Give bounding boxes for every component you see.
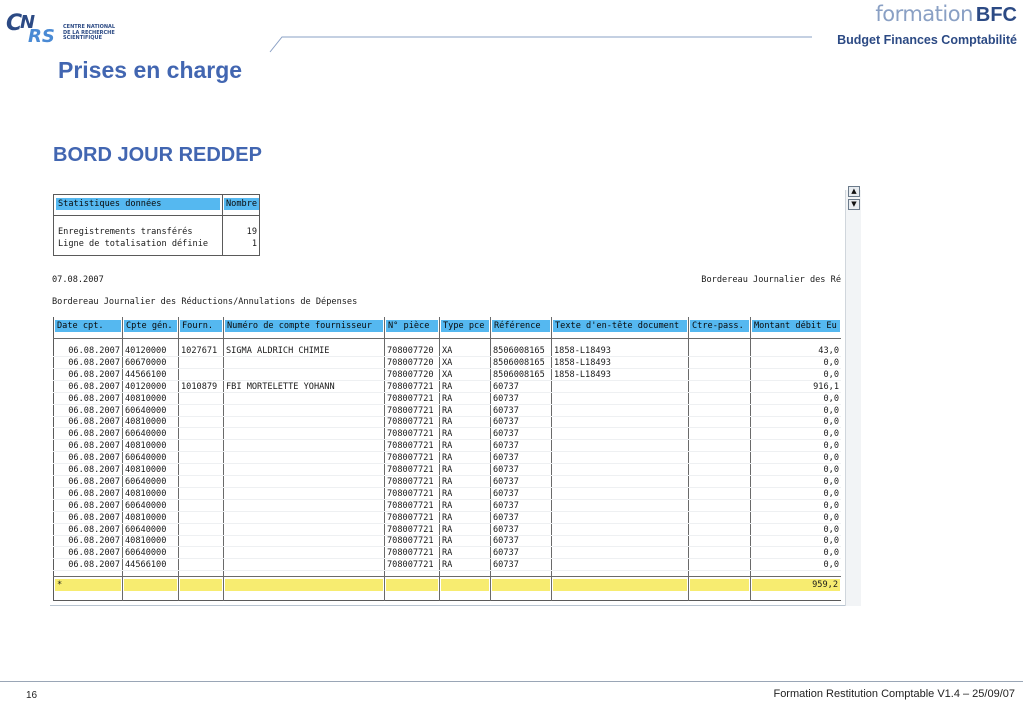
cell-doc-type: RA [442, 476, 453, 487]
cell-header-text [552, 440, 688, 452]
cell-debit-amount: 0,0 [823, 500, 839, 511]
cell-debit-amount: 0,0 [823, 488, 839, 499]
cell-date: 06.08.2007 [68, 429, 120, 440]
cell-date: 06.08.2007 [68, 524, 120, 535]
cell-doc-number: 708007721 [387, 476, 434, 487]
cell-reference: 8506008165 [493, 369, 545, 380]
report-grid [53, 317, 841, 601]
cell-vendor: 1027671 [181, 346, 218, 356]
cell-doc-number: 708007721 [387, 536, 434, 547]
stats-row-label: Ligne de totalisation définie [58, 239, 209, 249]
stats-row-value: 19 [246, 227, 257, 237]
cell-header-text [552, 500, 688, 512]
cell-debit-amount: 0,0 [823, 465, 839, 475]
cell-header-text [552, 535, 688, 547]
cell-doc-type: RA [442, 393, 453, 404]
cell-vendor-name [224, 547, 384, 559]
cell-doc-type: RA [442, 441, 453, 452]
cell-doc-number: 708007721 [387, 381, 434, 392]
cell-date: 06.08.2007 [68, 548, 120, 559]
cell-doc-type: XA [442, 369, 453, 380]
cell-account: 60640000 [125, 476, 167, 487]
cell-vendor [179, 535, 223, 547]
cell-reversal [689, 381, 750, 393]
cell-doc-type: RA [442, 488, 453, 499]
cell-date: 06.08.2007 [68, 346, 120, 356]
cell-reference: 60737 [493, 453, 519, 464]
cell-vendor-name [224, 393, 384, 405]
cell-reference: 60737 [493, 417, 519, 428]
cell-vendor [179, 512, 223, 524]
column-header-debit-amount[interactable]: Montant débit Eu [752, 320, 840, 332]
cell-vendor-name [224, 357, 384, 369]
report-title-right: Bordereau Journalier des Ré [701, 275, 841, 285]
cell-header-text [552, 405, 688, 417]
cell-doc-type: RA [442, 381, 453, 392]
cell-vendor [179, 416, 223, 428]
cell-vendor [179, 405, 223, 417]
stats-header-label: Statistiques données [56, 198, 220, 210]
cell-date: 06.08.2007 [68, 536, 120, 547]
cell-vendor-name [224, 369, 384, 381]
cell-debit-amount: 0,0 [823, 524, 839, 535]
report-date: 07.08.2007 [52, 275, 104, 285]
cell-reference: 60737 [493, 524, 519, 535]
scroll-up-icon[interactable]: ▲ [848, 186, 860, 197]
cell-reversal [689, 524, 750, 536]
cell-reference: 60737 [493, 405, 519, 416]
stats-header-count: Nombre [226, 199, 258, 209]
column-header-header-text[interactable]: Texte d'en-tête document [553, 320, 687, 332]
cell-account: 40810000 [125, 393, 167, 404]
column-header-doc-type[interactable]: Type pce [441, 320, 489, 332]
column-header-reversal[interactable]: Ctre-pass. [690, 320, 749, 332]
column-header-reference[interactable]: Référence [492, 320, 550, 332]
cell-reference: 60737 [493, 381, 519, 392]
cell-account: 60640000 [125, 429, 167, 440]
cell-doc-type: RA [442, 560, 453, 571]
cell-debit-amount: 43,0 [818, 346, 839, 356]
cell-header-text [552, 559, 688, 571]
cell-doc-type: XA [442, 346, 453, 356]
column-header-doc-number[interactable]: N° pièce [386, 320, 438, 332]
cell-debit-amount: 0,0 [823, 453, 839, 464]
cell-doc-type: RA [442, 453, 453, 464]
sap-report [50, 190, 844, 605]
cell-debit-amount: 0,0 [823, 512, 839, 523]
cell-header-text [552, 476, 688, 488]
cell-vendor-name [224, 440, 384, 452]
cell-vendor-name [224, 512, 384, 524]
cell-header-text [552, 428, 688, 440]
cell-vendor [179, 500, 223, 512]
cell-date: 06.08.2007 [68, 441, 120, 452]
cell-doc-type: RA [442, 500, 453, 511]
cell-header-text: 1858-L18493 [554, 357, 611, 368]
page-number: 16 [26, 690, 38, 701]
cell-header-text [552, 547, 688, 559]
cell-debit-amount: 0,0 [823, 357, 839, 368]
cell-reversal [689, 428, 750, 440]
cell-reference: 60737 [493, 429, 519, 440]
cell-reference: 60737 [493, 488, 519, 499]
cell-debit-amount: 0,0 [823, 429, 839, 440]
cell-vendor [179, 547, 223, 559]
cnrs-org-name: CENTRE NATIONAL DE LA RECHERCHE SCIENTIFIQUE [63, 24, 116, 42]
cell-doc-number: 708007721 [387, 524, 434, 535]
cell-doc-number: 708007721 [387, 441, 434, 452]
stats-row-label: Enregistrements transférés [58, 227, 193, 237]
cell-reversal [689, 559, 750, 571]
cell-header-text [552, 452, 688, 464]
cell-reference: 60737 [493, 393, 519, 404]
cell-debit-amount: 0,0 [823, 476, 839, 487]
cell-vendor [179, 476, 223, 488]
cell-debit-amount: 0,0 [823, 441, 839, 452]
cell-header-text: 1858-L18493 [554, 369, 611, 380]
cell-doc-type: RA [442, 429, 453, 440]
cell-account: 40810000 [125, 441, 167, 452]
cell-vendor-name [224, 524, 384, 536]
cell-vendor-name [224, 500, 384, 512]
cell-debit-amount: 0,0 [823, 417, 839, 428]
cell-reference: 60737 [493, 500, 519, 511]
cell-date: 06.08.2007 [68, 560, 120, 571]
cell-doc-type: XA [442, 357, 453, 368]
cell-reference: 60737 [493, 441, 519, 452]
cell-vendor-name [224, 535, 384, 547]
cell-account: 40810000 [125, 488, 167, 499]
cell-debit-amount: 0,0 [823, 536, 839, 547]
total-cell [690, 579, 749, 591]
total-cell [180, 579, 222, 591]
total-amount: 959,2 [752, 579, 840, 591]
cell-doc-number: 708007721 [387, 560, 434, 571]
column-header-date[interactable]: Date cpt. [55, 320, 121, 332]
cell-header-text [552, 488, 688, 500]
cell-account: 44566100 [125, 369, 167, 380]
cell-doc-number: 708007721 [387, 429, 434, 440]
page-title: Prises en charge [58, 57, 243, 83]
cell-reference: 8506008165 [493, 357, 545, 368]
cell-vendor [179, 464, 223, 476]
cell-vendor-name: FBI MORTELETTE YOHANN [226, 381, 335, 392]
total-cell [386, 579, 438, 591]
cell-debit-amount: 0,0 [823, 369, 839, 380]
cell-vendor-name [224, 559, 384, 571]
cell-doc-number: 708007721 [387, 453, 434, 464]
total-cell [441, 579, 489, 591]
cell-account: 40120000 [125, 346, 167, 356]
cell-reversal [689, 405, 750, 417]
cell-vendor [179, 440, 223, 452]
cell-reversal [689, 476, 750, 488]
total-cell [124, 579, 177, 591]
cell-reversal [689, 547, 750, 559]
cell-doc-number: 708007721 [387, 548, 434, 559]
cell-date: 06.08.2007 [68, 369, 120, 380]
cell-doc-type: RA [442, 512, 453, 523]
cell-vendor-name [224, 405, 384, 417]
cell-account: 40810000 [125, 512, 167, 523]
cell-vendor: 1010879 [181, 381, 218, 392]
cell-account: 40810000 [125, 417, 167, 428]
total-marker: * [55, 579, 121, 591]
vertical-scrollbar[interactable] [845, 187, 861, 606]
cell-date: 06.08.2007 [68, 500, 120, 511]
cell-vendor [179, 357, 223, 369]
cell-vendor-name [224, 488, 384, 500]
column-header-vendor[interactable]: Fourn. [180, 320, 222, 332]
cell-reversal [689, 452, 750, 464]
cell-vendor [179, 559, 223, 571]
cell-reversal [689, 357, 750, 369]
cell-date: 06.08.2007 [68, 417, 120, 428]
cell-doc-number: 708007721 [387, 465, 434, 475]
cell-reference: 60737 [493, 560, 519, 571]
cell-doc-number: 708007720 [387, 357, 434, 368]
cell-doc-type: RA [442, 465, 453, 475]
brand-bfc: BFC [975, 4, 1017, 26]
cell-doc-number: 708007721 [387, 405, 434, 416]
cell-doc-number: 708007721 [387, 500, 434, 511]
cell-account: 60640000 [125, 524, 167, 535]
cell-reference: 60737 [493, 465, 519, 475]
cell-reversal [689, 393, 750, 405]
scroll-down-icon[interactable]: ▼ [848, 199, 860, 210]
cell-vendor [179, 369, 223, 381]
cell-reference: 60737 [493, 512, 519, 523]
cell-header-text: 1858-L18493 [554, 346, 611, 356]
cell-date: 06.08.2007 [68, 453, 120, 464]
cell-debit-amount: 0,0 [823, 393, 839, 404]
cell-reversal [689, 416, 750, 428]
column-header-vendor-name[interactable]: Numéro de compte fournisseur [225, 320, 383, 332]
cell-account: 60640000 [125, 548, 167, 559]
column-header-account[interactable]: Cpte gén. [124, 320, 177, 332]
footer-text: Formation Restitution Comptable V1.4 – 25/09/07 [773, 688, 1015, 700]
cell-account: 44566100 [125, 560, 167, 571]
cell-doc-type: RA [442, 548, 453, 559]
cell-debit-amount: 0,0 [823, 560, 839, 571]
cell-header-text [552, 416, 688, 428]
cell-debit-amount: 0,0 [823, 405, 839, 416]
cell-date: 06.08.2007 [68, 393, 120, 404]
cell-reversal [689, 535, 750, 547]
cell-vendor-name: SIGMA ALDRICH CHIMIE [226, 346, 330, 356]
cnrs-logo [6, 6, 116, 46]
cell-vendor-name [224, 452, 384, 464]
cell-vendor-name [224, 476, 384, 488]
footer-divider [0, 681, 1023, 682]
cell-header-text [552, 393, 688, 405]
report-title: Bordereau Journalier des Réductions/Annulations de Dépenses [52, 297, 358, 307]
cell-doc-type: RA [442, 417, 453, 428]
cell-reversal [689, 512, 750, 524]
cell-account: 40810000 [125, 536, 167, 547]
brand-formation: formation [875, 2, 973, 26]
svg-text:N: N [20, 12, 36, 33]
cell-reversal [689, 440, 750, 452]
cell-date: 06.08.2007 [68, 357, 120, 368]
cell-doc-number: 708007720 [387, 369, 434, 380]
cell-vendor [179, 393, 223, 405]
cell-reversal [689, 369, 750, 381]
cell-vendor-name [224, 416, 384, 428]
cell-doc-type: RA [442, 405, 453, 416]
cell-doc-number: 708007721 [387, 512, 434, 523]
statistics-table [53, 194, 260, 256]
cell-reversal [689, 345, 750, 357]
cell-doc-number: 708007720 [387, 346, 434, 356]
cell-vendor [179, 428, 223, 440]
cnrs-logo-icon [6, 6, 62, 48]
cell-date: 06.08.2007 [68, 405, 120, 416]
svg-text:C: C [6, 11, 23, 36]
cell-vendor [179, 524, 223, 536]
cell-account: 40810000 [125, 465, 167, 475]
cell-doc-number: 708007721 [387, 393, 434, 404]
brand-logo [717, 2, 1017, 52]
cell-header-text [552, 464, 688, 476]
cell-date: 06.08.2007 [68, 512, 120, 523]
brand-subtitle: Budget Finances Comptabilité [837, 33, 1017, 47]
cell-debit-amount: 916,1 [813, 381, 839, 392]
cell-date: 06.08.2007 [68, 476, 120, 487]
cell-account: 60640000 [125, 453, 167, 464]
section-title: BORD JOUR REDDEP [53, 144, 262, 166]
cell-reference: 60737 [493, 548, 519, 559]
cell-reference: 8506008165 [493, 346, 545, 356]
stats-row-value: 1 [251, 239, 257, 249]
cell-header-text [552, 512, 688, 524]
cell-header-text [552, 524, 688, 536]
cell-doc-type: RA [442, 524, 453, 535]
cell-account: 60670000 [125, 357, 167, 368]
cell-account: 60640000 [125, 500, 167, 511]
cell-doc-number: 708007721 [387, 417, 434, 428]
cell-reversal [689, 500, 750, 512]
cell-date: 06.08.2007 [68, 381, 120, 392]
cell-vendor-name [224, 428, 384, 440]
total-cell [553, 579, 687, 591]
cell-date: 06.08.2007 [68, 465, 120, 475]
cell-debit-amount: 0,0 [823, 548, 839, 559]
cell-account: 60640000 [125, 405, 167, 416]
total-cell [225, 579, 383, 591]
total-cell [492, 579, 550, 591]
cell-doc-number: 708007721 [387, 488, 434, 499]
cell-reference: 60737 [493, 476, 519, 487]
cell-vendor-name [224, 464, 384, 476]
cell-vendor [179, 452, 223, 464]
svg-text:RS: RS [28, 26, 55, 47]
cell-vendor [179, 488, 223, 500]
cell-account: 40120000 [125, 381, 167, 392]
cell-reversal [689, 488, 750, 500]
cell-reference: 60737 [493, 536, 519, 547]
cell-header-text [552, 381, 688, 393]
cell-date: 06.08.2007 [68, 488, 120, 499]
cell-doc-type: RA [442, 536, 453, 547]
cell-reversal [689, 464, 750, 476]
